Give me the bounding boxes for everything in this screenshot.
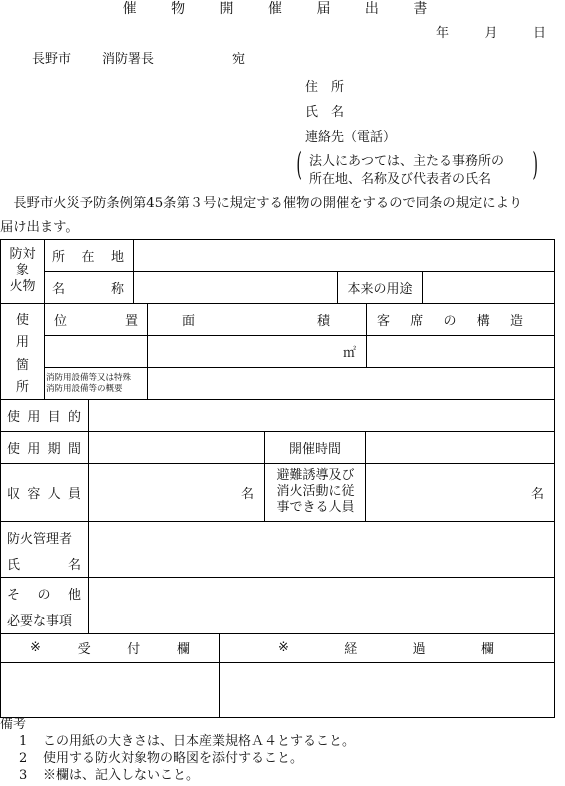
object-label (1, 243, 44, 299)
name-field[interactable] (134, 272, 337, 303)
evacuation-label (266, 465, 365, 519)
other-field[interactable] (89, 578, 554, 633)
evac-label-line: 事できる人員 (276, 500, 355, 515)
object-label-part: 象 (15, 263, 29, 278)
label-char: 過 (412, 642, 426, 657)
addressee-city: 長野市 (32, 52, 72, 67)
label-char: 置 (124, 313, 138, 329)
label-char: 使 (15, 313, 29, 328)
form-title: 催 物 開 催 届 出 書 (122, 1, 443, 17)
location-label (52, 239, 124, 271)
addressee-chief: 消防署長 (102, 52, 155, 67)
progress-field (220, 663, 554, 717)
date-year: 年 (436, 26, 450, 41)
addressee (32, 48, 245, 67)
label-char: 人 (47, 486, 61, 502)
note-text: この用紙の大きさは、日本産業規格Ａ４とすること。 (43, 734, 356, 749)
label-char: 地 (110, 249, 124, 265)
area-label (182, 303, 330, 335)
label-char: 容 (27, 486, 41, 502)
applicant-address-label: 住 所 (305, 80, 345, 95)
label-char: 所 (52, 249, 66, 265)
right-paren: ) (531, 145, 538, 183)
label-char: 使 (7, 409, 21, 425)
reception-header (30, 633, 190, 662)
note-number: 2 (19, 751, 28, 766)
note-number: 1 (19, 734, 28, 749)
declaration-line2: 届け出ます。 (0, 220, 79, 235)
progress-header (278, 633, 494, 662)
capacity-label (7, 463, 81, 521)
applicant-contact-label: 連絡先（電話） (305, 130, 397, 145)
fire-manager-field[interactable] (89, 522, 554, 577)
label-char: 用 (27, 441, 41, 457)
addressee-suffix: 宛 (232, 52, 246, 67)
label-char: 収 (7, 486, 21, 502)
name-label (52, 271, 124, 303)
applicant-name-label: 氏 名 (305, 105, 345, 120)
declaration-text (0, 192, 565, 240)
fire-manager-label: 防火管理者 (7, 531, 73, 547)
label-char: の (37, 587, 51, 603)
seating-field[interactable] (367, 336, 554, 367)
label-char: 所 (15, 379, 29, 395)
label-char: 欄 (480, 642, 494, 657)
applicant-note-line1: 法人にあつては、主たる事務所の (309, 154, 505, 169)
applicant-note-line2: 所在地、名称及び代表者の氏名 (309, 172, 492, 187)
label-char: 員 (67, 486, 81, 502)
label-char: 在 (81, 249, 95, 265)
persons-unit: 名 (240, 487, 254, 502)
label-char: 用 (27, 409, 41, 425)
date-row (436, 22, 546, 41)
label-char: 用 (15, 335, 29, 351)
note-text: ※欄は、記入しないこと。 (43, 768, 200, 783)
fire-manager-name-label (7, 551, 81, 575)
label-char: 席 (410, 313, 424, 329)
equipment-label-line: 消防用設備等又は特殊 (46, 372, 132, 383)
equipment-label-line: 消防用設備等の概要 (46, 383, 123, 394)
application-table (0, 239, 555, 718)
other-label-line2: 必要な事項 (7, 613, 73, 629)
period-field[interactable] (89, 432, 264, 463)
label-char: 名 (52, 281, 66, 297)
label-char: そ (7, 587, 21, 603)
purpose-field[interactable] (89, 400, 554, 431)
persons-unit: 名 (530, 487, 544, 502)
label-char: 使 (7, 441, 21, 457)
evac-label-line: 消火活動に従 (276, 484, 355, 499)
notes-heading: 備考 (0, 717, 27, 732)
note-item (0, 750, 355, 767)
label-char: 構 (476, 313, 490, 329)
capacity-field[interactable] (89, 464, 264, 521)
label-char: の (443, 313, 457, 329)
label-char: 積 (316, 313, 330, 329)
object-label-part: 防対 (9, 247, 36, 262)
date-day: 日 (532, 26, 546, 41)
location-field[interactable] (134, 240, 554, 271)
note-text: 使用する防火対象物の略図を添付すること。 (43, 751, 304, 766)
sqm-unit: ㎡ (342, 346, 356, 361)
original-use-label: 本来の用途 (347, 281, 413, 297)
rule (44, 239, 45, 399)
applicant-note (296, 145, 538, 187)
label-char: 経 (344, 642, 358, 657)
label-char: 客 (377, 313, 391, 329)
label-char: 受 (77, 642, 91, 657)
purpose-label (7, 399, 81, 431)
rule (554, 239, 555, 718)
label-char: ※ (278, 640, 289, 655)
original-use-field[interactable] (423, 272, 554, 303)
label-char: 間 (67, 441, 81, 457)
label-char: 称 (110, 281, 124, 297)
left-paren: ( (296, 145, 303, 183)
object-label-part: 火物 (9, 279, 36, 294)
label-char: 位 (54, 313, 68, 329)
label-char: 他 (67, 587, 81, 603)
label-char: 面 (182, 313, 196, 329)
label-char: 的 (67, 409, 81, 425)
label-char: 氏 (7, 557, 21, 573)
use-place-label (1, 309, 44, 395)
equipment-label (46, 368, 147, 399)
position-field[interactable] (45, 336, 147, 367)
date-month: 月 (484, 26, 498, 41)
evac-label-line: 避難誘導及び (276, 468, 355, 483)
label-char: 造 (509, 313, 523, 329)
seating-label (377, 303, 523, 335)
note-item (0, 767, 355, 784)
hours-label: 開催時間 (288, 441, 341, 457)
other-label (7, 581, 81, 605)
notes (0, 716, 355, 784)
note-item (0, 733, 355, 750)
note-number: 3 (19, 768, 28, 783)
position-label (54, 303, 138, 335)
reception-field (1, 663, 219, 717)
label-char: 付 (127, 642, 141, 657)
label-char: 箇 (15, 357, 29, 373)
area-field[interactable] (148, 336, 366, 367)
declaration-line1: 長野市火災予防条例第45条第３号に規定する催物の開催をするので同条の規定により (0, 196, 523, 211)
evacuation-field[interactable] (366, 464, 554, 521)
label-char: ※ (30, 640, 41, 655)
period-label (7, 431, 81, 463)
label-char: 目 (47, 409, 61, 425)
label-char: 期 (47, 441, 61, 457)
label-char: 名 (67, 557, 81, 573)
equipment-field[interactable] (148, 368, 554, 399)
hours-field[interactable] (366, 432, 554, 463)
label-char: 欄 (176, 642, 190, 657)
